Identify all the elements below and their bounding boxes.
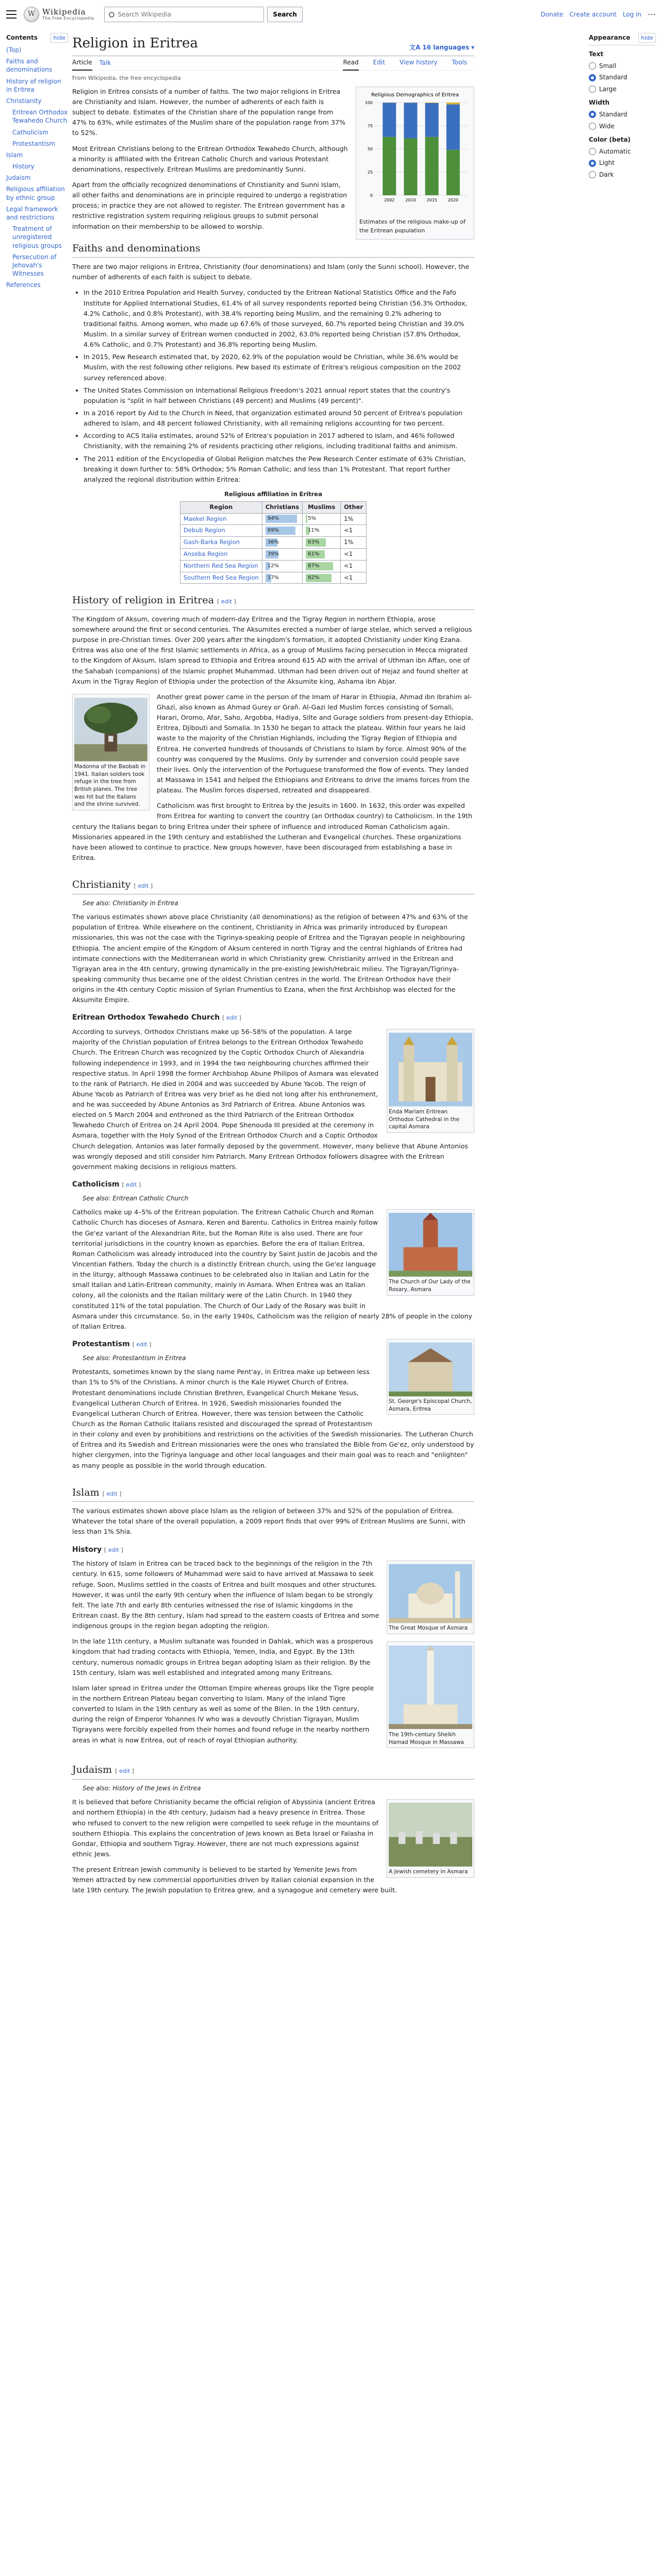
tab-view-history[interactable]: View history xyxy=(399,59,438,66)
toc-item[interactable]: (Top) xyxy=(6,46,22,54)
jewish-cemetery-image xyxy=(389,1801,472,1868)
site-header xyxy=(0,0,662,29)
bar-muslim xyxy=(446,104,460,149)
create-account-link[interactable]: Create account xyxy=(569,10,617,18)
rosary-church-image xyxy=(389,1211,472,1278)
cathedral-thumbnail[interactable] xyxy=(387,1029,474,1133)
x-tick-label: 2010 xyxy=(405,197,416,202)
column-header: Other xyxy=(341,501,367,513)
donate-link[interactable]: Donate xyxy=(540,10,564,18)
section-islam-heading: Islam [ edit ] xyxy=(72,1485,474,1502)
y-tick-label: 0 xyxy=(370,193,373,198)
radio-label: Light xyxy=(599,159,615,167)
x-tick-label: 2002 xyxy=(384,197,395,202)
tab-article[interactable]: Article xyxy=(72,56,92,71)
muslims-cell xyxy=(303,548,341,560)
text-option-small[interactable] xyxy=(589,61,656,71)
search-icon xyxy=(109,12,114,18)
christians-value: 17% xyxy=(267,574,279,581)
edit-link[interactable]: edit xyxy=(221,598,232,605)
christians-cell xyxy=(262,548,302,560)
edit-link[interactable]: edit xyxy=(126,1181,137,1189)
christianity-paragraph: The various estimates shown above place Christianity (all denominations) as the religion of between 47% and 63% of the population of Eritrea. While elsewhere on the continent, Christianity in Africa was primarily introduced by European missionaries, this was not the case with the Tigrinya-speaking people of Eritrea and the Tigrayan people in neighbouring Ethiopia. The ancient empire of the Kingdom of Aksum centered in north Tigray and the central highlands of Eritrea had intimate connections with the Mediterranean world in which Christianity grew. Christianity arrived in the Eritrean and Tigrayan area in the 4th century, growing dynamically in the pre-existing Jewish/Hebraic milieu. The Tigrayan/Tigrinya-speaking community thus became one of the oldest Christian centres in the world. The Eritrean Orthodox have their origins in the 4th century Coptic mission of Syrian Frumentius to Ezana, when the first Archbishop was elected for the Aksumite Empire. xyxy=(72,913,468,1004)
width-label: Width xyxy=(589,99,610,107)
great-mosque-image xyxy=(389,1563,472,1624)
toc-item[interactable]: Judaism xyxy=(6,174,31,182)
toc-item[interactable]: References xyxy=(6,281,41,289)
bar-muslim xyxy=(383,103,396,137)
column-header: Region xyxy=(180,501,262,513)
width-option-standard[interactable] xyxy=(589,110,656,120)
table-row xyxy=(180,548,366,560)
appearance-hide-button[interactable]: hide xyxy=(638,33,656,43)
sheikh-hamad-thumbnail[interactable] xyxy=(387,1641,474,1748)
region-cell: Southern Red Sea Region xyxy=(180,572,262,584)
great-mosque-thumbnail[interactable] xyxy=(387,1561,474,1634)
infobox-caption: Estimates of the religious make-up of the Eritrean population xyxy=(359,218,466,234)
wikipedia-logo[interactable] xyxy=(24,7,94,22)
appearance-title: Appearance xyxy=(589,34,631,41)
faiths-intro: There are two major religions in Eritrea, Christianity (four denominations) and Islam (only the Sunni school). However, the number of adherents of each faith is subject to debate. xyxy=(72,263,470,281)
toc-item[interactable]: Islam xyxy=(6,151,23,159)
y-tick-label: 100 xyxy=(365,100,373,105)
islam-history-paragraph: In the late 11th century, a Muslim sultanate was founded in Dahlak, which was a prosperous kingdom that had trading contacts with Ethiopia, Yemen, India, and Egypt. By the 13th century, numerous nomadic groups in Eritrea began adopting Islam as their religion. By the 15th century, Islam was well established and integrated among many Eritreans. xyxy=(72,1637,373,1676)
baobab-caption: Madonna of the Baobab in 1941. Italian soldiers took refuge in the tree from British planes. The tree was hit but the Italians and the shrine survived. xyxy=(74,763,146,808)
muslims-value: 87% xyxy=(308,563,320,569)
st-george-thumbnail[interactable] xyxy=(387,1339,474,1415)
christians-cell xyxy=(262,513,302,525)
region-cell: Maekel Region xyxy=(180,513,262,525)
judaism-paragraph: The present Eritrean Jewish community is believed to be started by Yemenite Jews from Yemen attracted by new commercial opportunities driven by Italian colonial expansion in the late 19th century. The Jewish population to Eritrea grew, and a synagogue and cemetery were built. xyxy=(72,1866,397,1894)
muslims-cell xyxy=(303,525,341,537)
islam-history-paragraph: Islam later spread in Eritrea under the Ottoman Empire whereas groups like the Tigre people in the northern Eritrean Plateau began converting to Islam. Many of the inland Tigre converted to Islam in the 19th century as well as some of the Bilen. In the 19th century, during the reign of Emperor Yohannes IV who was a devoutly Christian Tigrayan, Muslim Tigrayans were forcibly expelled from their homes and found refuge in the nearby northern areas in what is now Eritrea, out of reach of royal Ethiopian authority. xyxy=(72,1684,374,1744)
section-catholicism-heading: Catholicism [ edit ] xyxy=(72,1180,141,1189)
color-option-dark[interactable] xyxy=(589,170,656,180)
radio-icon xyxy=(589,62,596,70)
cathedral-caption: Enda Mariam Eritrean Orthodox Cathedral in the capital Asmara xyxy=(389,1109,459,1130)
radio-label: Large xyxy=(599,85,617,93)
christians-cell xyxy=(262,537,302,549)
table-row xyxy=(180,560,366,572)
table-of-contents xyxy=(6,33,68,293)
rosary-church-caption: The Church of Our Lady of the Rosary, Asmara xyxy=(389,1279,471,1293)
other-cell: 1% xyxy=(341,537,367,549)
muslims-cell xyxy=(303,572,341,584)
list-item: • In the 2010 Eritrea Population and Health Survey, conducted by the Eritrean National Statistics Office and the Fafo Institute for Applied International Studies, 61.4% of all survey respondents reported being Christian (56.3% Orthodox, 4.2% Catholic, and 0.8% Protestant), with 38.4% reporting being Muslim, and the remaining 0.2% adhering to traditional faiths. Among women, who made up 67.6% of those surveyed, 60.7% reported being Christian and 39.0% Muslim. In a similar survey of Eritrean women conducted in 2002, 63.0% reported being Christian (57.8% Orthodox, 4.6% Catholic, and 0.7% Protestant) and 36.8% reporting being Muslim. xyxy=(84,287,474,350)
wikipedia-globe-icon: W xyxy=(24,7,39,22)
section-history-heading: History of religion in Eritrea [ edit ] xyxy=(72,593,474,609)
other-cell: <1 xyxy=(341,572,367,584)
radio-icon xyxy=(589,111,596,118)
other-cell: <1 xyxy=(341,525,367,537)
y-tick-label: 75 xyxy=(367,123,373,128)
christians-value: 89% xyxy=(267,528,279,534)
section-orthodox-heading: Eritrean Orthodox Tewahedo Church [ edit ] xyxy=(72,1013,241,1022)
religion-chart xyxy=(358,89,472,213)
site-tagline: The Free Encyclopedia xyxy=(42,15,94,21)
text-size-label: Text xyxy=(589,50,604,58)
bar-christian xyxy=(404,138,417,195)
other-cell: 1% xyxy=(341,513,367,525)
width-option-wide[interactable] xyxy=(589,122,656,131)
hatnote: See also: Eritrean Catholic Church xyxy=(82,1194,189,1202)
toc-item[interactable]: History xyxy=(12,163,35,171)
list-item: • The United States Commission on International Religious Freedom's 2021 annual report states that the country's population is "split in half between Christians (49 percent) and Muslims (49 percent)". xyxy=(84,385,474,406)
faiths-list xyxy=(84,287,474,485)
color-label: Color (beta) xyxy=(589,136,631,144)
page-tabs xyxy=(72,56,474,71)
list-item: • According to ACS Italia estimates, around 52% of Eritrea's population in 2017 adhered to Islam, and 46% followed Christianity, with the remaining 2% of residents practicing other religions, including traditional faiths and animism. xyxy=(84,431,474,451)
edit-link[interactable]: edit xyxy=(119,1768,130,1775)
table-caption: Religious affiliation in Eritrea xyxy=(224,490,322,498)
radio-label: Dark xyxy=(599,171,614,178)
muslims-cell xyxy=(303,560,341,572)
column-header: Muslims xyxy=(303,501,341,513)
login-link[interactable]: Log in xyxy=(622,10,641,18)
edit-link[interactable]: edit xyxy=(108,1546,119,1553)
table-row xyxy=(180,525,366,537)
orthodox-paragraph: According to surveys, Orthodox Christians make up 56–58% of the population. A large majority of the Christian population of Eritrea belongs to the Eritrean Orthodox Tewahedo Church. The Eritrean Church was recognized by the Coptic Orthodox Church of Alexandria following independence in 1993, and in 1994 the two neighbouring churches affirmed their respective status. In April 1998 the former Archbishop Abune Philipos of Asmara was elevated to the rank of Patriarch. He died in 2004 and was succeeded by Abune Yacob. The reign of Abune Yacob as Patriarch of Eritrea was very brief as he died not long after his enthronement, and he was succeeded by Abune Antonios as 3rd Patriarch of Eritrea. Abune Antonios was elected on 5 March 2004 and enthroned as the third Patriarch of the Eritrean Orthodox Tewahedo Church of Eritrea on 24 April 2004. Pope Shenouda III presided at the ceremony in Asmara, together with the Holy Synod of the Eritrean Orthodox Church and a Coptic Orthodox Church delegation. Antonios was later formally deposed by the government. However, many believe that Abune Antonios was wrongly deposed and still consider him Patriarch. Many Eritrean Orthodox followers disagree with the Eritrean government making decisions in religious matters. xyxy=(72,1028,468,1171)
bar-muslim xyxy=(404,103,417,138)
table-row xyxy=(180,572,366,584)
jewish-cemetery-caption: A Jewish cemetery in Asmara xyxy=(389,1869,468,1875)
sheikh-hamad-caption: The 19th-century Sheikh Hamad Mosque in Massawa xyxy=(389,1731,464,1745)
toc-item[interactable]: Legal framework and restrictions xyxy=(6,205,58,222)
radio-icon xyxy=(589,148,596,155)
bar-muslim xyxy=(425,103,439,137)
radio-icon xyxy=(589,160,596,167)
edit-link[interactable]: edit xyxy=(138,883,149,890)
st-george-image xyxy=(389,1341,472,1398)
islam-paragraph: The various estimates shown above place Islam as the religion of between 37% and 52% of the population of Eritrea. Whatever the total share of the overall population, a 2009 report finds that over 99% of Eritrean Muslims are Sunni, with less than 1% Shia. xyxy=(72,1507,466,1536)
toc-item[interactable]: Catholicism xyxy=(12,128,48,136)
table-row xyxy=(180,537,366,549)
intro-paragraph-1: Religion in Eritrea consists of a number of faiths. The two major religions in Eritrea are Christianity and Islam. However, the number of adherents of each faith is subject to debate. Estimates of the Christian share of the population range from 47% to 63%, while estimates of the Muslim share of the population range from 37% to 52%. xyxy=(72,87,345,137)
list-item: • In 2015, Pew Research estimated that, by 2020, 62.9% of the population would be Christian, while 36.6% would be Muslim, with the rest following other religions. Pew based its estimate of Eritrea's religious composition on the 2002 survey referenced above. xyxy=(84,352,474,383)
toc-hide-button[interactable]: hide xyxy=(51,33,68,43)
site-name: Wikipedia xyxy=(42,7,86,17)
baobab-image xyxy=(74,696,147,763)
search-button[interactable]: Search xyxy=(267,7,302,22)
bar-christian xyxy=(425,137,439,195)
history-paragraph: Catholicism was first brought to Eritrea by the Jesuits in 1600. In 1632, this order was expelled from Eritrea for wanting to convert the country (an Orthodox country) to Catholicism. In the 19th century the Italians began to bring Eritrea under their sphere of influence and introduced Roman Catholicism again. Missionaries appeared in the 19th century and established the Lutheran and Evangelical churches. These organizations have been allowed to continue to practice. New groups however, have been discouraged from establishing a base in Eritrea. xyxy=(72,802,472,861)
x-tick-label: 2020 xyxy=(448,197,458,202)
region-cell: Anseba Region xyxy=(180,548,262,560)
toc-item[interactable]: History of religion in Eritrea xyxy=(6,77,61,93)
edit-link[interactable]: edit xyxy=(226,1014,237,1022)
tab-tools[interactable]: Tools xyxy=(452,59,467,66)
intro-paragraph-2: Most Eritrean Christians belong to the Eritrean Orthodox Tewahedo Church, although a minority is affiliated with the Eritrean Catholic Church and various Protestant denominations, respectively. Eritrean Muslims are predominantly Sunni. xyxy=(72,144,348,173)
section-faiths-heading: Faiths and denominations xyxy=(72,241,474,258)
muslims-value: 11% xyxy=(308,528,320,534)
muslims-value: 5% xyxy=(308,516,317,522)
hatnote: See also: Protestantism in Eritrea xyxy=(82,1354,186,1362)
page-title: Religion in Eritrea xyxy=(72,36,198,51)
toc-item[interactable]: Christianity xyxy=(6,97,42,105)
edit-link[interactable]: edit xyxy=(136,1341,147,1348)
radio-label: Automatic xyxy=(599,147,631,155)
search-box[interactable] xyxy=(104,7,264,22)
color-option-light[interactable] xyxy=(589,158,656,168)
intro-paragraph-3: Apart from the officially recognized denominations of Christianity and Sunni Islam, all other faiths and denominations are in principle required to undergo a registration process; in practice they are not allowed to register. The Eritrean government has a restrictive registration system requiring religious groups to submit personal information on their membership to be allowed to worship. xyxy=(72,180,347,230)
chevron-down-icon: ▾ xyxy=(471,44,474,52)
muslims-value: 63% xyxy=(308,539,320,546)
y-tick-label: 50 xyxy=(367,146,373,151)
region-cell: Northern Red Sea Region xyxy=(180,560,262,572)
more-options-icon[interactable]: ⋯ xyxy=(648,9,656,19)
toc-item[interactable]: Persecution of Jehovah's Witnesses xyxy=(12,253,57,278)
christians-value: 36% xyxy=(267,539,279,546)
rosary-church-thumbnail[interactable] xyxy=(387,1209,474,1295)
text-option-large[interactable] xyxy=(589,84,656,94)
color-option-automatic[interactable] xyxy=(589,147,656,157)
great-mosque-caption: The Great Mosque of Asmara xyxy=(389,1625,468,1632)
toc-item[interactable]: Eritrean Orthodox Tewahedo Church xyxy=(12,109,68,125)
other-cell: <1 xyxy=(341,548,367,560)
edit-link[interactable]: edit xyxy=(106,1490,118,1497)
bar-other xyxy=(446,103,460,105)
hatnote: See also: History of the Jews in Eritrea xyxy=(82,1784,201,1792)
christians-value: 94% xyxy=(267,516,279,522)
muslims-value: 82% xyxy=(308,574,320,581)
appearance-panel xyxy=(589,33,656,182)
toc-item[interactable]: Religious affiliation by ethnic group xyxy=(6,185,65,201)
christians-value: 12% xyxy=(267,563,279,569)
christians-cell xyxy=(262,572,302,584)
language-icon: 文A xyxy=(409,44,421,52)
hatnote: See also: Christianity in Eritrea xyxy=(82,899,178,907)
muslims-cell xyxy=(303,513,341,525)
history-paragraph: The Kingdom of Aksum, covering much of modern-day Eritrea and the Tigray Region in northern Ethiopia, arose somewhere around the first or second centuries. The Aksumites erected a number of large stelae, which served a religious purpose in pre-Christian times. Over 200 years after the kingdom's formation, it adopted Christianity under King Ezana. Eritrea was also one of the first Islamic settlements in Africa, as a group of Muslims facing persecution in Mecca migrated to the Kingdom of Aksum. Islam spread to Ethiopia and Eritrea around 615 AD with the arrival of Uthman ibn Affan, one of the Sahabah (companions) of the Islamic prophet Muhammad. Uthman had been driven out of Hejaz and found shelter at Axum in the Tigray Region of Ethiopia under the protection of the Aksumite king, Ashama ibn Abjar. xyxy=(72,615,472,685)
toc-item[interactable]: Faiths and denominations xyxy=(6,58,53,74)
christians-cell xyxy=(262,525,302,537)
radio-icon xyxy=(589,123,596,130)
religious-affiliation-table xyxy=(180,490,367,584)
islam-history-paragraph: The history of Islam in Eritrea can be traced back to the beginnings of the religion in the 7th century. In 615, some followers of Muhammad were said to have arrived at Massawa to seek refuge. Soon, Muslims settled in the coasts of Eritrea and built mosques and other structures. However, it was until the early 9th century when the influence of Islam began to be strongly felt. The late 7th and early 8th centuries witnessed the rise of Islamic kingdoms in the Eritrean coast. By the 8th century, Islam had spread to the eastern coasts of Eritrea and some indigenous groups in the region began adopting the religion. xyxy=(72,1560,379,1630)
demographics-infobox xyxy=(356,87,474,240)
catholicism-paragraph: Catholics make up 4–5% of the Eritrean population. The Eritrean Catholic Church and Roman Catholic Church has dioceses of Asmara, Keren and Barentu. Catholics in Eritrea mainly follow the Ge'ez variant of the Alexandrian Rite, but the Roman Rite is also used. There are four territorial jurisdictions in the country known as eparchies. Before the era of Italian Eritrea, Roman Catholicism was already introduced into the country by Saint Justin de Jacobis and the Vincentian Fathers. Today the church is a distinctly Eritrean church, using the Ge'ez language in the liturgy, although Massawa continues to be celebrated also in Italian and Latin for the small Italian and Latin-Eritrean community, mainly in Asmara. When Eritrea was an Italian colony, all the colonists and the Italian military were of the Latin Church. In 1940 they constituted 11% of the total population. The Church of Our Lady of the Rosary was built in Asmara under this circumstance. So, in the early 1940s, Catholicism was the religion of nearly 28% of people in the colony of Italian Eritrea. xyxy=(72,1208,472,1330)
user-links xyxy=(541,8,656,21)
from-wikipedia-note: From Wikipedia, the free encyclopedia xyxy=(72,74,181,81)
x-tick-label: 2015 xyxy=(426,197,437,202)
list-item: • The 2011 edition of the Encyclopedia of Global Religion matches the Pew Research Center estimate of 63% Christian, breaking it down further to: 58% Orthodox; 5% Roman Catholic; and less than 1% Protestant. That report further analyzed the regional distribution within Eritrea: xyxy=(84,454,474,485)
cathedral-image xyxy=(389,1031,472,1108)
sheikh-hamad-image xyxy=(389,1643,472,1731)
bar-christian xyxy=(383,137,396,195)
tab-talk[interactable]: Talk xyxy=(99,59,111,66)
jewish-cemetery-thumbnail[interactable] xyxy=(387,1799,474,1878)
radio-icon xyxy=(589,74,596,81)
bar-christian xyxy=(446,150,460,195)
toc-item[interactable]: Protestantism xyxy=(12,140,56,147)
other-cell: <1 xyxy=(341,560,367,572)
section-islam-history-heading: History [ edit ] xyxy=(72,1545,123,1554)
search-input[interactable] xyxy=(118,11,252,18)
radio-label: Standard xyxy=(599,111,627,118)
radio-label: Small xyxy=(599,62,617,70)
language-button[interactable]: 文A 16 languages ▾ xyxy=(409,43,474,53)
list-item: • In a 2016 report by Aid to the Church in Need, that organization estimated around 50 percent of Eritrea's population adhered to Islam, and 48 percent followed Christianity, with all remaining religions accounting for two percent. xyxy=(84,408,474,429)
main-menu-icon[interactable] xyxy=(6,10,16,19)
section-protestantism-heading: Protestantism [ edit ] xyxy=(72,1340,152,1349)
table-row xyxy=(180,513,366,525)
st-george-caption: St. George's Episcopal Church, Asmara, Eritrea xyxy=(389,1398,472,1412)
christians-cell xyxy=(262,560,302,572)
history-paragraph: Another great power came in the person of the Imam of Harar in Ethiopia, Ahmad ibn Ibrahim al-Ghazi, also known as Ahmad Gurey or Grañ. Al-Gazi led Muslim forces consisting of Somali, Harari, Oromo, Afar, Saho, Argobba, Hadiya, Silte and Gurage soldiers from present-day Ethiopia, Eritrea, Djibouti and Somalia. In 1530 he began to attack the plateau. Within four years he laid waste to the majority of the Christian Highlands, including the Tigray Region of Ethiopia and Eritrea. He converted hundreds of thousands of Christians to Islam by force. Almost 90% of the country was conquered by the Muslims. Only by surrender and conversion could people save their lives. Only the intervention of the Portuguese transformed the flow of events. They landed at Massawa in 1541 and helped the Ethiopians and Eritreans to drive the Imams forces from the plateau. The Muslim forces dispersed, retreated and disappeared. xyxy=(157,692,473,794)
region-cell: Debub Region xyxy=(180,525,262,537)
muslims-bar xyxy=(306,515,307,523)
y-tick-label: 25 xyxy=(367,170,373,175)
text-option-standard[interactable] xyxy=(589,73,656,82)
chart-title: Religious Demographics of Eritrea xyxy=(371,92,459,98)
muslims-value: 61% xyxy=(308,551,320,557)
column-header: Christians xyxy=(262,501,302,513)
baobab-thumbnail[interactable] xyxy=(72,694,150,810)
region-cell: Gash-Barka Region xyxy=(180,537,262,549)
christians-value: 39% xyxy=(267,551,279,557)
toc-item[interactable]: Treatment of unregistered religious groups xyxy=(12,225,62,249)
radio-icon xyxy=(589,171,596,178)
tab-edit[interactable]: Edit xyxy=(373,59,385,66)
tab-read[interactable]: Read xyxy=(343,56,358,71)
radio-icon xyxy=(589,86,596,93)
article-content xyxy=(72,29,474,1901)
radio-label: Standard xyxy=(599,74,627,81)
toc-title: Contents xyxy=(6,34,38,41)
section-judaism-heading: Judaism [ edit ] xyxy=(72,1762,474,1779)
protestantism-paragraph: Protestants, sometimes known by the slang name Pent'ay, in Eritrea make up between less than 1% to 5% of the Christians. A minor church is the Kale Hiywet Church of Eritrea. Protestant denominations include Christian Brethren, Evangelical Church Mekane Yesus, Evangelical Lutheran Church of Eritrea. In 1926, Swedish missionaries founded the Evangelical Lutheran Church of Eritrea. However, there was tension between the Catholic Church as the Roman Catholic Italians resisted and discouraged the spread of Protestantism in their colony and even by prohibitions and restrictions on the activities of the Swedish missionaries. The Lutheran Church of Eritrea and its Swedish and Eritrean missionaries were the ones who translated the Bible from Ge'ez, only understood by higher clergymen, into the Tigrinya language and other local languages and their main goal was to reach and "enlighten" as many people as possible in the world through education. xyxy=(72,1368,474,1469)
section-christianity-heading: Christianity [ edit ] xyxy=(72,877,474,894)
muslims-cell xyxy=(303,537,341,549)
radio-label: Wide xyxy=(599,122,615,130)
judaism-paragraph: It is believed that before Christianity became the official religion of Abyssinia (ancient Eritrea and northern Ethiopia) in the 4th century, Judaism had a heavy presence in Eritrea. Those who refused to convert to the new religion were compelled to seek refuge in the mountains of southern Ethiopia. This explains the concentration of Jews known as Beta Israel or Falasha in Gondar, Ethiopia and southern Tigray. However, there are not much expressions against ethnic Jews. xyxy=(72,1798,378,1858)
